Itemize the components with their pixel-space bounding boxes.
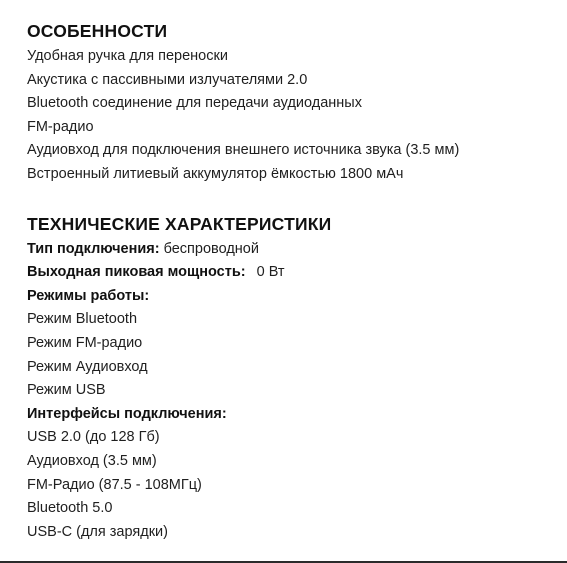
specs-heading: ТЕХНИЧЕСКИЕ ХАРАКТЕРИСТИКИ (27, 213, 332, 234)
feature-item: Встроенный литиевый аккумулятор ёмкостью 1800 мАч (27, 165, 404, 182)
spec-label: Режимы работы: (27, 287, 150, 304)
spec-interfaces (27, 403, 557, 427)
product-description (27, 17, 557, 544)
features-heading: ОСОБЕННОСТИ (27, 21, 168, 41)
spec-value: 0 Вт (256, 264, 285, 281)
spec-peak-power (27, 261, 557, 285)
spec-value: беспроводной (163, 240, 259, 257)
mode-item: Режим FM-радио (27, 334, 143, 351)
feature-item: Bluetooth соединение для передачи аудиоданных (27, 95, 362, 112)
feature-item: FM-радио (27, 118, 94, 135)
features-list (27, 45, 557, 187)
interface-item: FM-Радио (87.5 - 108МГц) (27, 476, 202, 493)
interface-item: USB-C (для зарядки) (27, 523, 168, 540)
spec-label: Интерфейсы подключения: (27, 405, 227, 422)
mode-item: Режим USB (27, 382, 106, 399)
spec-modes (27, 285, 557, 309)
spec-label: Тип подключения: (27, 240, 160, 257)
spec-label: Выходная пиковая мощность: (27, 264, 246, 281)
feature-item: Акустика с пассивными излучателями 2.0 (27, 71, 308, 88)
feature-item: Удобная ручка для переноски (27, 48, 228, 64)
specs-list (27, 238, 557, 545)
interface-item: USB 2.0 (до 128 Гб) (27, 429, 160, 446)
feature-item: Аудиовход для подключения внешнего источника звука (3.5 мм) (27, 142, 460, 159)
interface-item: Аудиовход (3.5 мм) (27, 452, 157, 469)
section-spacer (27, 187, 557, 210)
mode-item: Режим Аудиовход (27, 358, 148, 375)
mode-item: Режим Bluetooth (27, 311, 138, 328)
spec-connection-type (27, 238, 557, 262)
interface-item: Bluetooth 5.0 (27, 500, 113, 517)
